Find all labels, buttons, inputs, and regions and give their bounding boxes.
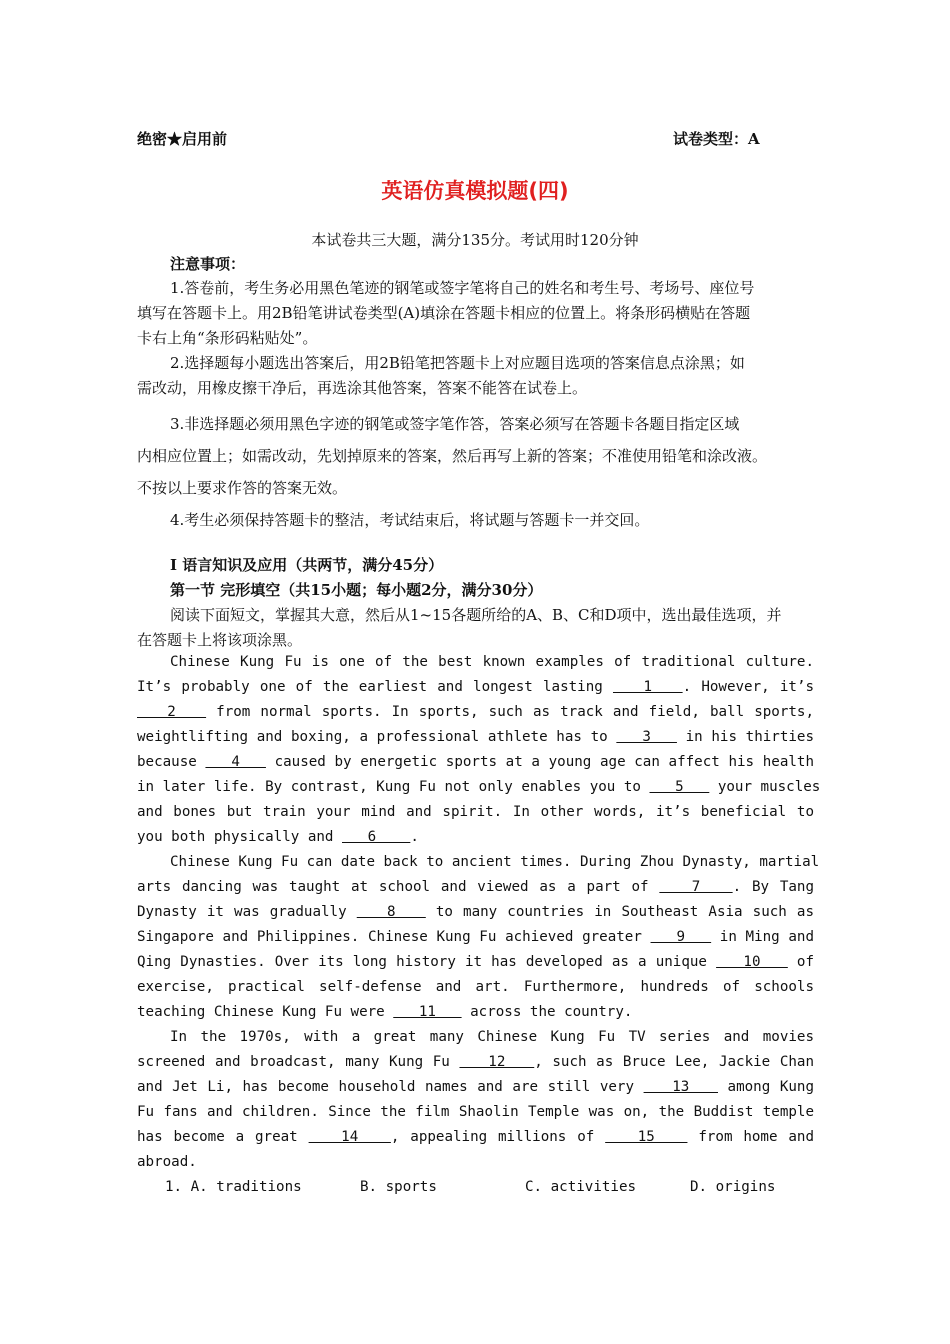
passage-line: in later life. By contrast, Kung Fu not only enables you to 5 your muscles xyxy=(137,779,821,795)
blank-3: 3 xyxy=(616,729,677,745)
instruction-line: 在答题卡上将该项涂黑。 xyxy=(137,631,303,649)
part-heading: I 语言知识及应用（共两节，满分45分） xyxy=(170,556,444,574)
passage-line: screened and broadcast, many Kung Fu 12 , such as Bruce Lee, Jackie Chan xyxy=(137,1054,814,1070)
notice-line: 不按以上要求作答的答案无效。 xyxy=(137,479,348,497)
passage-line: you both physically and 6 . xyxy=(137,829,419,845)
passage-line: abroad. xyxy=(137,1154,197,1170)
blank-11: 11 xyxy=(393,1004,462,1020)
instruction-line: 阅读下面短文，掌握其大意，然后从1~15各题所给的A、B、C和D项中，选出最佳选项，并 xyxy=(170,606,782,624)
exam-info: 本试卷共三大题，满分135分。考试用时120分钟 xyxy=(311,231,639,249)
paper-type-label: 试卷类型：A xyxy=(673,130,760,148)
passage-line: Singapore and Philippines. Chinese Kung Fu achieved greater 9 in Ming and xyxy=(137,929,815,945)
blank-8: 8 xyxy=(356,904,426,920)
notice-line: 卡右上角“条形码粘贴处”。 xyxy=(137,329,318,347)
blank-5: 5 xyxy=(649,779,710,795)
passage-line: exercise, practical self-defense and art. Furthermore, hundreds of schools xyxy=(137,979,814,995)
notice-line: 填写在答题卡上。用2B铅笔讲试卷类型(A)填涂在答题卡相应的位置上。将条形码横贴在答题 xyxy=(137,304,751,322)
notice-line: 内相应位置上；如需改动，先划掉原来的答案，然后再写上新的答案；不准使用铅笔和涂改液。 xyxy=(137,447,768,465)
passage-line: Qing Dynasties. Over its long history it has developed as a unique 10 of xyxy=(137,954,815,970)
passage-line: Chinese Kung Fu can date back to ancient times. During Zhou Dynasty, martial xyxy=(170,854,820,870)
passage-line: has become a great 14 , appealing millions of 15 from home and xyxy=(137,1129,815,1145)
blank-2: 2 xyxy=(137,704,207,720)
blank-12: 12 xyxy=(459,1054,535,1070)
passage-line: Dynasty it was gradually 8 to many countries in Southeast Asia such as xyxy=(137,904,814,920)
passage-line: It’s probably one of the earliest and longest lasting 1 . However, it’s xyxy=(137,679,815,695)
passage-line: 2 from normal sports. In sports, such as track and field, ball sports, xyxy=(137,704,815,720)
question-1-option-d: D. origins xyxy=(690,1179,776,1195)
confidential-label: 绝密★启用前 xyxy=(137,130,228,148)
notice-line: 需改动，用橡皮擦干净后，再选涂其他答案，答案不能答在试卷上。 xyxy=(137,379,588,397)
blank-6: 6 xyxy=(342,829,411,845)
passage-line: and bones but train your mind and spirit. In other words, it’s beneficial to xyxy=(137,804,814,820)
page-title: 英语仿真模拟题(四) xyxy=(381,179,569,203)
question-1-option-b: B. sports xyxy=(360,1179,437,1195)
passage-line: Fu fans and children. Since the film Shaolin Temple was on, the Buddist temple xyxy=(137,1104,814,1120)
passage-line: teaching Chinese Kung Fu were 11 across the country. xyxy=(137,1004,633,1020)
blank-4: 4 xyxy=(205,754,266,770)
blank-9: 9 xyxy=(650,929,712,945)
section-heading: 第一节 完形填空（共15小题；每小题2分，满分30分） xyxy=(170,581,543,599)
notice-line: 2.选择题每小题选出答案后，用2B铅笔把答题卡上对应题目选项的答案信息点涂黑；如 xyxy=(170,354,745,372)
blank-13: 13 xyxy=(643,1079,718,1095)
notice-line: 3.非选择题必须用黑色字迹的钢笔或签字笔作答，答案必须写在答题卡各题目指定区域 xyxy=(170,415,740,433)
notice-line: 4.考生必须保持答题卡的整洁，考试结束后，将试题与答题卡一并交回。 xyxy=(170,511,650,529)
blank-10: 10 xyxy=(716,954,788,970)
notice-heading: 注意事项： xyxy=(170,255,246,273)
blank-15: 15 xyxy=(605,1129,688,1145)
notice-line: 1.答卷前，考生务必用黑色笔迹的钢笔或签字笔将自己的姓名和考生号、考场号、座位号 xyxy=(170,279,755,297)
passage-line: In the 1970s, with a great many Chinese Kung Fu TV series and movies xyxy=(170,1029,814,1045)
passage-line: weightlifting and boxing, a professional athlete has to 3 in his thirties xyxy=(137,729,814,745)
blank-14: 14 xyxy=(308,1129,391,1145)
blank-1: 1 xyxy=(612,679,683,695)
passage-line: because 4 caused by energetic sports at a young age can affect his health xyxy=(137,754,814,770)
question-1-option-a: 1. A. traditions xyxy=(165,1179,302,1195)
blank-7: 7 xyxy=(659,879,733,895)
passage-line: arts dancing was taught at school and viewed as a part of 7 . By Tang xyxy=(137,879,814,895)
passage-line: and Jet Li, has become household names and are still very 13 among Kung xyxy=(137,1079,814,1095)
passage-line: Chinese Kung Fu is one of the best known examples of traditional culture. xyxy=(170,654,814,670)
question-1-option-c: C. activities xyxy=(525,1179,637,1195)
